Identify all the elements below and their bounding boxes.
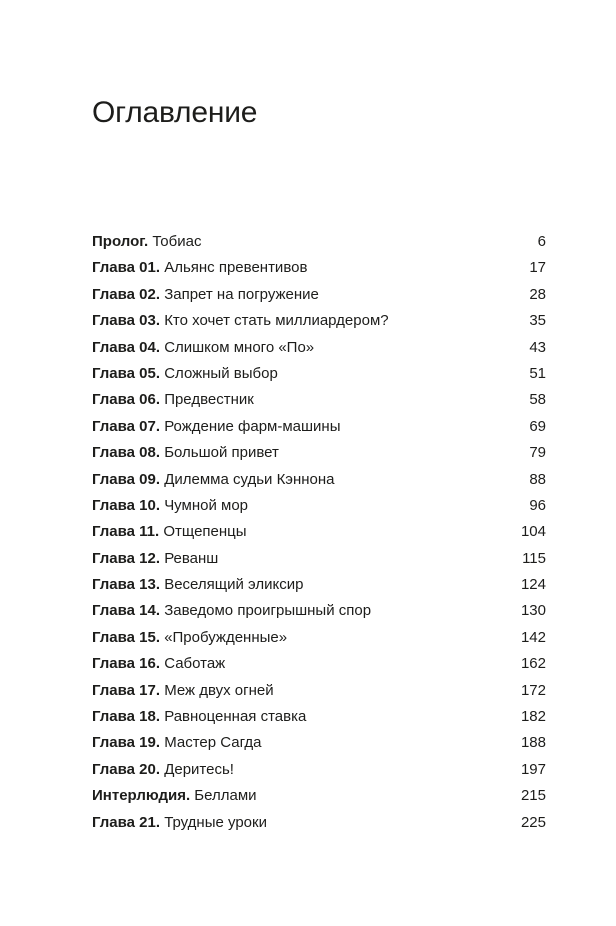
toc-entry-label: Пролог. bbox=[92, 233, 149, 250]
toc-entry[interactable] bbox=[92, 704, 546, 730]
toc-entry-title: Сложный выбор bbox=[164, 364, 278, 382]
toc-entry-label: Глава 05. bbox=[92, 364, 161, 382]
toc-entry[interactable] bbox=[92, 730, 546, 756]
toc-entry-label: Глава 01. bbox=[92, 259, 161, 277]
toc-entry-title: Меж двух огней bbox=[164, 681, 274, 699]
toc-entry-page: 69 bbox=[529, 417, 546, 435]
toc-entry-label: Глава 15. bbox=[92, 628, 161, 646]
toc-entry-title: Альянс превентивов bbox=[164, 259, 308, 277]
toc-entry-heading bbox=[92, 546, 218, 572]
toc-entry-heading bbox=[92, 414, 340, 440]
toc-entry-label: Глава 04. bbox=[92, 338, 161, 356]
toc-entry-label: Глава 17. bbox=[92, 681, 161, 699]
toc-entry-page: 58 bbox=[529, 391, 546, 409]
toc-entry[interactable] bbox=[92, 598, 546, 624]
toc-entry[interactable] bbox=[92, 308, 546, 334]
toc-entry[interactable] bbox=[92, 546, 546, 572]
toc-entry-label: Глава 18. bbox=[92, 708, 161, 726]
toc-entry[interactable] bbox=[92, 572, 546, 598]
toc-entry-label: Глава 12. bbox=[92, 549, 161, 567]
toc-entry-title: Запрет на погружение bbox=[164, 285, 319, 303]
toc-entry-heading bbox=[92, 625, 287, 651]
toc-entry-heading bbox=[92, 308, 389, 334]
toc-entry-label: Глава 11. bbox=[92, 523, 160, 541]
toc-entry-label: Глава 02. bbox=[92, 285, 161, 303]
toc-entry[interactable] bbox=[92, 651, 546, 677]
toc-entry-page: 6 bbox=[537, 233, 546, 250]
toc-entry-page: 124 bbox=[520, 576, 546, 594]
toc-entry-title: Рождение фарм-машины bbox=[164, 417, 341, 435]
toc-entry-label: Глава 20. bbox=[92, 760, 161, 778]
toc-entry[interactable] bbox=[92, 361, 546, 387]
toc-entry-heading bbox=[92, 810, 267, 836]
toc-entry-title: Саботаж bbox=[164, 655, 226, 673]
toc-entry-title: Тобиас bbox=[152, 233, 202, 250]
toc-entry-page: 17 bbox=[529, 259, 546, 277]
toc-entry-page: 182 bbox=[520, 708, 546, 726]
toc-entry-page: 51 bbox=[529, 364, 546, 382]
toc-entry-label: Глава 08. bbox=[92, 444, 161, 462]
toc-entry-page: 130 bbox=[520, 602, 546, 620]
toc-entry[interactable] bbox=[92, 625, 546, 651]
toc-entry-title: «Пробужденные» bbox=[164, 628, 288, 646]
toc-entry-title: Предвестник bbox=[164, 391, 254, 409]
toc-entry[interactable] bbox=[92, 282, 546, 308]
toc-entry[interactable] bbox=[92, 757, 546, 783]
toc-entry-heading bbox=[92, 519, 247, 545]
toc-entry-title: Веселящий эликсир bbox=[164, 576, 304, 594]
toc-entry-page: 197 bbox=[520, 760, 546, 778]
toc-entry-label: Глава 13. bbox=[92, 576, 161, 594]
toc-entry-label: Глава 10. bbox=[92, 496, 161, 514]
toc-entry-title: Дилемма судьи Кэннона bbox=[164, 470, 335, 488]
toc-entry[interactable] bbox=[92, 467, 546, 493]
toc-entry-title: Трудные уроки bbox=[164, 813, 267, 831]
toc-entry-title: Заведомо проигрышный спор bbox=[164, 602, 372, 620]
toc-entry-page: 142 bbox=[520, 628, 546, 646]
toc-entry-page: 35 bbox=[529, 312, 546, 330]
toc-entry-page: 88 bbox=[529, 470, 546, 488]
toc-entry-page: 215 bbox=[520, 787, 546, 805]
toc-entry-page: 28 bbox=[529, 285, 546, 303]
toc-entry[interactable] bbox=[92, 783, 546, 809]
toc-entry-heading bbox=[92, 493, 248, 519]
toc-entry-page: 225 bbox=[520, 813, 546, 831]
toc-entry-heading bbox=[92, 651, 225, 677]
toc-entry-heading bbox=[92, 730, 261, 756]
toc-entry-heading bbox=[92, 440, 279, 466]
page-title: Оглавление bbox=[92, 96, 258, 129]
toc-entry-heading bbox=[92, 335, 314, 361]
toc-entry-label: Глава 09. bbox=[92, 470, 161, 488]
toc-entry[interactable] bbox=[92, 335, 546, 361]
toc-entry-page: 104 bbox=[520, 523, 546, 541]
toc-entry-label: Глава 07. bbox=[92, 417, 161, 435]
toc-entry-label: Глава 21. bbox=[92, 813, 161, 831]
toc-entry-heading bbox=[92, 678, 274, 704]
toc-entry-page: 115 bbox=[522, 549, 546, 567]
toc-entry-title: Деритесь! bbox=[164, 760, 234, 778]
toc-entry-heading bbox=[92, 361, 278, 387]
toc-entry-label: Глава 16. bbox=[92, 655, 161, 673]
table-of-contents bbox=[92, 229, 546, 836]
toc-entry-heading bbox=[92, 598, 371, 624]
toc-entry[interactable] bbox=[92, 810, 546, 836]
toc-entry-page: 96 bbox=[529, 496, 546, 514]
toc-entry-label: Глава 06. bbox=[92, 391, 161, 409]
toc-entry-heading bbox=[92, 783, 257, 809]
toc-entry-title: Чумной мор bbox=[164, 496, 248, 514]
toc-entry-title: Реванш bbox=[164, 549, 219, 567]
toc-entry-title: Кто хочет стать миллиардером? bbox=[164, 312, 389, 330]
toc-entry-heading bbox=[92, 387, 254, 413]
toc-entry-title: Слишком много «По» bbox=[164, 338, 315, 356]
toc-entry[interactable] bbox=[92, 678, 546, 704]
toc-entry-label: Глава 03. bbox=[92, 312, 161, 330]
toc-entry-title: Равноценная ставка bbox=[164, 708, 307, 726]
toc-entry[interactable] bbox=[92, 440, 546, 466]
toc-entry-page: 79 bbox=[529, 444, 546, 462]
toc-entry-title: Отщепенцы bbox=[163, 523, 247, 541]
toc-entry-page: 162 bbox=[520, 655, 546, 673]
toc-entry[interactable] bbox=[92, 255, 546, 281]
toc-entry-heading bbox=[92, 757, 234, 783]
toc-entry-title: Мастер Сагда bbox=[164, 734, 262, 752]
toc-entry[interactable] bbox=[92, 387, 546, 413]
toc-entry-heading bbox=[92, 467, 335, 493]
toc-entry-heading bbox=[92, 229, 201, 255]
toc-entry-title: Большой привет bbox=[164, 444, 279, 462]
toc-entry-heading bbox=[92, 704, 306, 730]
toc-entry-page: 43 bbox=[529, 338, 546, 356]
toc-entry-label: Глава 14. bbox=[92, 602, 161, 620]
toc-entry-heading bbox=[92, 255, 307, 281]
toc-entry-label: Глава 19. bbox=[92, 734, 161, 752]
toc-entry[interactable] bbox=[92, 414, 546, 440]
toc-entry-label: Интерлюдия. bbox=[92, 787, 191, 805]
toc-entry-heading bbox=[92, 282, 319, 308]
toc-entry-page: 188 bbox=[520, 734, 546, 752]
toc-entry-page: 172 bbox=[520, 681, 546, 699]
toc-entry[interactable] bbox=[92, 519, 546, 545]
toc-entry[interactable] bbox=[92, 493, 546, 519]
toc-entry-heading bbox=[92, 572, 303, 598]
toc-entry-title: Беллами bbox=[194, 787, 257, 805]
toc-entry[interactable] bbox=[92, 229, 546, 255]
